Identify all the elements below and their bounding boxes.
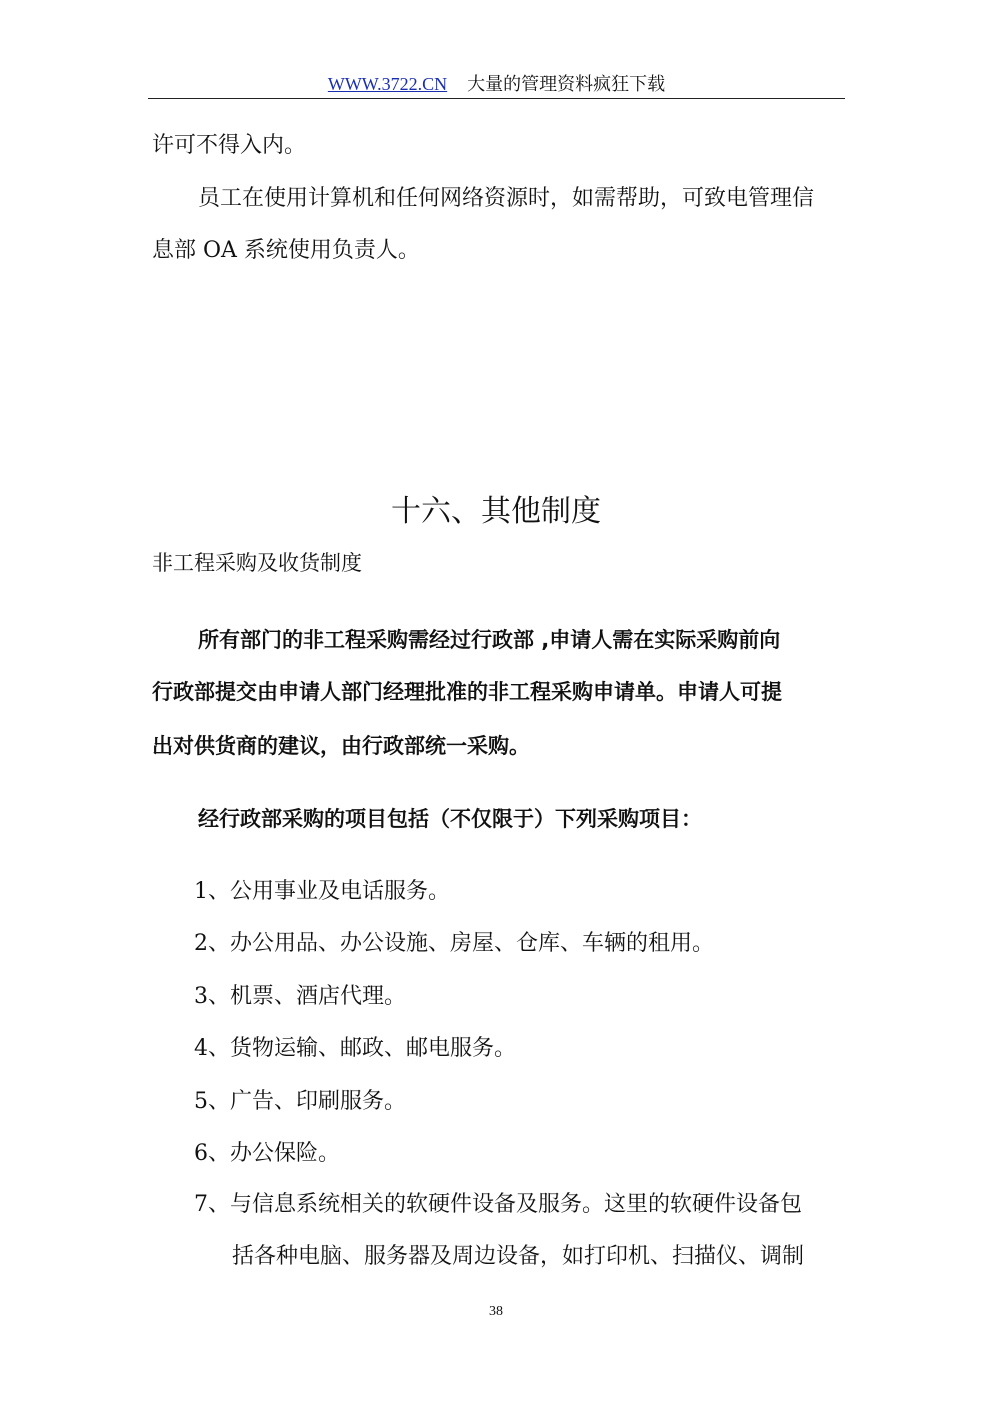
- page-header: [148, 70, 845, 98]
- header-tagline: 大量的管理资料疯狂下载: [467, 74, 666, 95]
- list-item: 3、机票、酒店代理。: [194, 984, 406, 1009]
- paragraph-line: 经行政部采购的项目包括（不仅限于）下列采购项目：: [198, 807, 702, 831]
- list-item: 7、与信息系统相关的软硬件设备及服务。这里的软硬件设备包: [194, 1192, 802, 1217]
- list-item-continuation: 括各种电脑、服务器及周边设备，如打印机、扫描仪、调制: [232, 1244, 805, 1269]
- body-text-line: 许可不得入内。: [152, 133, 307, 158]
- list-item: 4、货物运输、邮政、邮电服务。: [194, 1036, 516, 1061]
- paragraph-line: 所有部门的非工程采购需经过行政部 ,申请人需在实际采购前向: [198, 628, 781, 652]
- list-item: 6、办公保险。: [194, 1141, 340, 1166]
- site-link[interactable]: WWW.3722.CN: [327, 74, 448, 94]
- page-number: 38: [489, 1304, 503, 1319]
- list-item: 2、办公用品、办公设施、房屋、仓库、车辆的租用。: [194, 931, 714, 956]
- body-text-line: 员工在使用计算机和任何网络资源时，如需帮助，可致电管理信: [198, 186, 815, 211]
- list-item: 1、公用事业及电话服务。: [194, 879, 450, 904]
- section-subtitle: 非工程采购及收货制度: [152, 551, 362, 575]
- header-divider: [148, 98, 845, 99]
- section-title: 十六、其他制度: [391, 494, 601, 529]
- paragraph-line: 行政部提交由申请人部门经理批准的非工程采购申请单。申请人可提: [152, 680, 782, 704]
- paragraph-line: 出对供货商的建议，由行政部统一采购。: [152, 734, 530, 758]
- body-text-line: 息部 OA 系统使用负责人。: [152, 238, 420, 263]
- list-item: 5、广告、印刷服务。: [194, 1089, 406, 1114]
